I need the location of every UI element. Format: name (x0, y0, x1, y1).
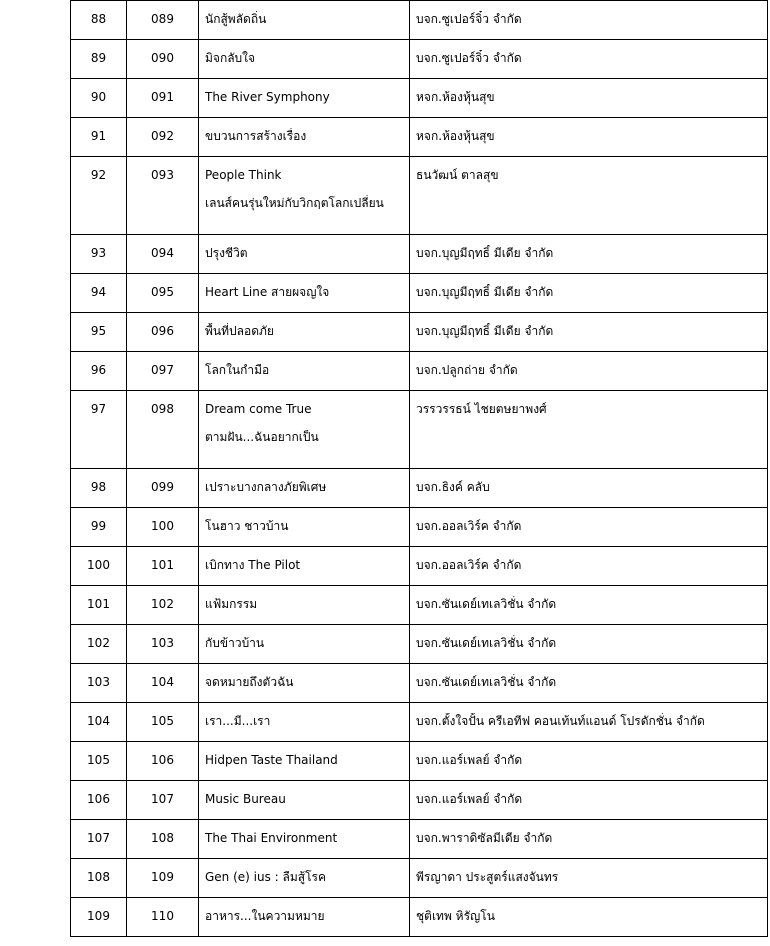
row-number-text: 95 (90, 324, 107, 338)
row-number (71, 508, 127, 547)
row-number-text: 93 (90, 246, 107, 260)
program-title (199, 313, 410, 352)
row-number (71, 1, 127, 40)
producer-name (410, 547, 768, 586)
program-title-line: Dream come True (205, 402, 312, 416)
table-row (71, 235, 768, 274)
program-code (127, 820, 199, 859)
row-number (71, 547, 127, 586)
row-number-text: 90 (90, 90, 107, 104)
program-title-line: The Thai Environment (205, 831, 338, 845)
producer-name-text: บจก.ซันเดย์เทเลวิชั่น จำกัด (416, 675, 557, 689)
program-title-line: เปราะบางกลางภัยพิเศษ (205, 480, 327, 494)
row-number-text: 91 (90, 129, 107, 143)
program-code-text: 093 (151, 168, 174, 182)
table-row (71, 820, 768, 859)
program-list-table (70, 0, 768, 937)
program-code-text: 099 (151, 480, 174, 494)
program-title-line: โนฮาว ชาวบ้าน (205, 519, 289, 533)
program-title-line: กับข้าวบ้าน (205, 636, 265, 650)
producer-name-text: บจก.ออลเวิร์ค จำกัด (416, 558, 522, 572)
row-number (71, 664, 127, 703)
producer-name-text: พีรญาดา ประสูตร์แสงจันทร (416, 870, 559, 884)
producer-name-text: บจก.ออลเวิร์ค จำกัด (416, 519, 522, 533)
row-number (71, 781, 127, 820)
program-code (127, 664, 199, 703)
producer-name (410, 40, 768, 79)
program-code-text: 098 (151, 402, 174, 416)
program-code-text: 102 (151, 597, 174, 611)
row-number-text: 108 (87, 870, 110, 884)
program-code-text: 104 (151, 675, 174, 689)
table-row (71, 586, 768, 625)
program-title-line: เลนส์คนรุ่นใหม่กับวิกฤตโลกเปลี่ยน (205, 196, 384, 210)
program-code-text: 101 (151, 558, 174, 572)
program-code (127, 781, 199, 820)
producer-name-text: บจก.ซูเปอร์จิ๋ว จำกัด (416, 12, 522, 26)
row-number-text: 89 (90, 51, 107, 65)
program-title (199, 820, 410, 859)
table-row (71, 508, 768, 547)
program-title-line: ปรุงชีวิต (205, 246, 248, 260)
table-row (71, 781, 768, 820)
producer-name-text: บจก.บุญมีฤทธิ์ มีเดีย จำกัด (416, 285, 554, 299)
program-title-line: นักสู้พลัดถิ่น (205, 12, 267, 26)
program-code (127, 898, 199, 937)
program-code-text: 092 (151, 129, 174, 143)
program-code-text: 096 (151, 324, 174, 338)
producer-name (410, 664, 768, 703)
program-title (199, 157, 410, 235)
program-title-line: พื้นที่ปลอดภัย (205, 324, 274, 338)
producer-name (410, 274, 768, 313)
row-number-text: 105 (87, 753, 110, 767)
program-title (199, 352, 410, 391)
program-title (199, 898, 410, 937)
program-code (127, 547, 199, 586)
producer-name (410, 391, 768, 469)
producer-name-text: บจก.แอร์เพลย์ จำกัด (416, 753, 523, 767)
row-number (71, 391, 127, 469)
producer-name-text: บจก.บุญมีฤทธิ์ มีเดีย จำกัด (416, 246, 554, 260)
producer-name (410, 586, 768, 625)
row-number-text: 109 (87, 909, 110, 923)
producer-name-text: หจก.ห้องหุ้นสุข (416, 90, 495, 104)
row-number-text: 104 (87, 714, 110, 728)
program-code (127, 1, 199, 40)
program-title (199, 391, 410, 469)
program-title (199, 274, 410, 313)
program-title (199, 664, 410, 703)
table-row (71, 664, 768, 703)
row-number-text: 103 (87, 675, 110, 689)
program-code (127, 469, 199, 508)
program-title (199, 508, 410, 547)
program-code (127, 274, 199, 313)
program-title (199, 742, 410, 781)
row-number-text: 106 (87, 792, 110, 806)
table-row (71, 118, 768, 157)
program-code-text: 089 (151, 12, 174, 26)
program-code-text: 103 (151, 636, 174, 650)
program-title-line: แฟ้มกรรม (205, 597, 258, 611)
row-number (71, 352, 127, 391)
table-row (71, 898, 768, 937)
row-number (71, 625, 127, 664)
row-number-text: 102 (87, 636, 110, 650)
program-code-text: 109 (151, 870, 174, 884)
program-code-text: 095 (151, 285, 174, 299)
table-body (71, 1, 768, 937)
program-code-text: 094 (151, 246, 174, 260)
table-row (71, 40, 768, 79)
program-code-text: 108 (151, 831, 174, 845)
producer-name-text: บจก.ซูเปอร์จิ๋ว จำกัด (416, 51, 522, 65)
program-title-line: เบิกทาง The Pilot (205, 558, 301, 572)
row-number (71, 742, 127, 781)
program-title-line: Music Bureau (205, 792, 286, 806)
program-code (127, 508, 199, 547)
row-number-text: 97 (90, 402, 107, 416)
program-code (127, 859, 199, 898)
producer-name (410, 898, 768, 937)
row-number-text: 100 (87, 558, 110, 572)
row-number (71, 859, 127, 898)
program-title-line: เรา...มี...เรา (205, 714, 271, 728)
table-row (71, 859, 768, 898)
producer-name (410, 118, 768, 157)
program-code (127, 118, 199, 157)
program-title (199, 235, 410, 274)
row-number (71, 820, 127, 859)
producer-name-text: บจก.บุญมีฤทธิ์ มีเดีย จำกัด (416, 324, 554, 338)
row-number-text: 107 (87, 831, 110, 845)
program-code (127, 352, 199, 391)
program-title (199, 79, 410, 118)
producer-name-text: ธนวัฒน์ ตาลสุข (416, 168, 499, 182)
program-code (127, 703, 199, 742)
program-code (127, 625, 199, 664)
producer-name-text: บจก.พาราดิซัลมีเดีย จำกัด (416, 831, 553, 845)
row-number (71, 469, 127, 508)
row-number-text: 94 (90, 285, 107, 299)
program-code (127, 40, 199, 79)
producer-name-text: บจก.ตั้งใจปั้น ครีเอทีฟ คอนเท้นท์แอนด์ โปรดักชั่น จำกัด (416, 714, 705, 728)
table-row (71, 352, 768, 391)
program-code (127, 79, 199, 118)
table-row (71, 742, 768, 781)
program-code-text: 100 (151, 519, 174, 533)
program-title (199, 40, 410, 79)
producer-name (410, 157, 768, 235)
row-number (71, 898, 127, 937)
program-title-line: ตามฝัน...ฉันอยากเป็น (205, 430, 319, 444)
producer-name (410, 508, 768, 547)
program-title-line: People Think (205, 168, 282, 182)
program-code (127, 391, 199, 469)
program-title-line: อาหาร...ในความหมาย (205, 909, 325, 923)
table-row (71, 79, 768, 118)
producer-name (410, 820, 768, 859)
table-row (71, 625, 768, 664)
row-number (71, 586, 127, 625)
program-title-line: โลกในกำมือ (205, 363, 270, 377)
program-title-line: Gen (e) ius : ลืมสู้โรค (205, 870, 327, 884)
producer-name-text: บจก.ธิงค์ คลับ (416, 480, 490, 494)
producer-name (410, 625, 768, 664)
row-number (71, 40, 127, 79)
producer-name (410, 1, 768, 40)
program-title-line: The River Symphony (205, 90, 330, 104)
program-code (127, 157, 199, 235)
producer-name-text: วรรวรรธน์ ไชยตษยาพงศ์ (416, 402, 547, 416)
table-row (71, 703, 768, 742)
row-number-text: 99 (90, 519, 107, 533)
row-number (71, 118, 127, 157)
program-code-text: 091 (151, 90, 174, 104)
table-row (71, 547, 768, 586)
producer-name (410, 469, 768, 508)
program-title (199, 586, 410, 625)
program-title (199, 1, 410, 40)
producer-name (410, 313, 768, 352)
program-title (199, 547, 410, 586)
row-number (71, 274, 127, 313)
producer-name-text: บจก.ปลูกถ่าย จำกัด (416, 363, 518, 377)
row-number-text: 101 (87, 597, 110, 611)
program-code-text: 110 (151, 909, 174, 923)
producer-name (410, 781, 768, 820)
producer-name (410, 742, 768, 781)
producer-name (410, 235, 768, 274)
row-number-text: 92 (90, 168, 107, 182)
producer-name (410, 79, 768, 118)
row-number (71, 313, 127, 352)
table-row (71, 391, 768, 469)
producer-name (410, 703, 768, 742)
program-code (127, 586, 199, 625)
row-number (71, 703, 127, 742)
program-title-line: ขบวนการสร้างเรื่อง (205, 129, 307, 143)
program-code-text: 097 (151, 363, 174, 377)
producer-name-text: ชุติเทพ หิรัญโน (416, 909, 495, 923)
producer-name (410, 352, 768, 391)
program-code (127, 313, 199, 352)
program-title (199, 469, 410, 508)
row-number (71, 235, 127, 274)
program-title (199, 703, 410, 742)
row-number (71, 157, 127, 235)
program-title (199, 118, 410, 157)
table-row (71, 469, 768, 508)
program-code (127, 742, 199, 781)
program-title (199, 859, 410, 898)
program-code-text: 090 (151, 51, 174, 65)
program-code (127, 235, 199, 274)
table-row (71, 274, 768, 313)
producer-name-text: หจก.ห้องหุ้นสุข (416, 129, 495, 143)
program-title-line: จดหมายถึงตัวฉัน (205, 675, 294, 689)
producer-name-text: บจก.ซันเดย์เทเลวิชั่น จำกัด (416, 597, 557, 611)
producer-name-text: บจก.แอร์เพลย์ จำกัด (416, 792, 523, 806)
program-title (199, 625, 410, 664)
producer-name (410, 859, 768, 898)
table-row (71, 1, 768, 40)
row-number (71, 79, 127, 118)
program-title (199, 781, 410, 820)
row-number-text: 88 (90, 12, 107, 26)
program-code-text: 105 (151, 714, 174, 728)
program-title-line: มิจกลับใจ (205, 51, 256, 65)
table-row (71, 157, 768, 235)
program-title-line: Hidpen Taste Thailand (205, 753, 338, 767)
row-number-text: 98 (90, 480, 107, 494)
program-code-text: 106 (151, 753, 174, 767)
program-code-text: 107 (151, 792, 174, 806)
producer-name-text: บจก.ซันเดย์เทเลวิชั่น จำกัด (416, 636, 557, 650)
row-number-text: 96 (90, 363, 107, 377)
program-title-line: Heart Line สายผจญใจ (205, 285, 330, 299)
table-row (71, 313, 768, 352)
